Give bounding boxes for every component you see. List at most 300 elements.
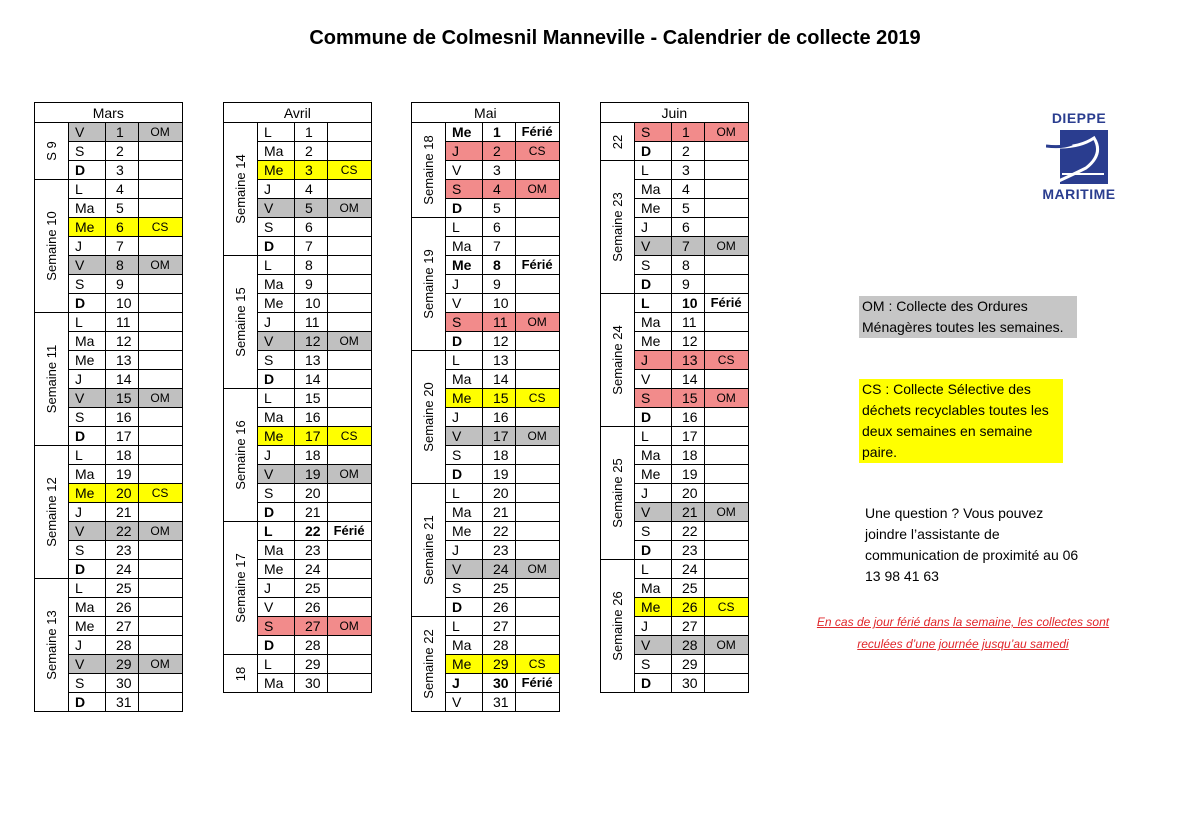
- day-number: 16: [483, 408, 516, 427]
- weekday: Me: [69, 617, 106, 636]
- week-label: [601, 123, 635, 161]
- weekday: D: [69, 294, 106, 313]
- weekday: J: [446, 674, 483, 693]
- collection-note: [138, 180, 182, 199]
- weekday: L: [446, 351, 483, 370]
- collection-note: [138, 199, 182, 218]
- day-number: 1: [106, 123, 139, 142]
- weekday: Me: [69, 218, 106, 237]
- week-label: [601, 161, 635, 294]
- weekday: J: [258, 313, 295, 332]
- collection-note: [138, 161, 182, 180]
- week-label-text: Semaine 10: [43, 211, 59, 281]
- weekday: V: [258, 465, 295, 484]
- collection-note: [327, 142, 371, 161]
- collection-note: [327, 636, 371, 655]
- day-number: 25: [672, 579, 705, 598]
- day-number: 22: [483, 522, 516, 541]
- day-number: 7: [483, 237, 516, 256]
- collection-note: CS: [327, 161, 371, 180]
- weekday: Ma: [69, 598, 106, 617]
- calendar-table: [411, 102, 560, 712]
- day-row: [224, 522, 372, 541]
- collection-note: [138, 674, 182, 693]
- calendar-table: [223, 102, 372, 693]
- collection-note: [515, 579, 559, 598]
- weekday: L: [258, 655, 295, 674]
- day-number: 1: [295, 123, 328, 142]
- week-label-text: Semaine 16: [232, 420, 248, 490]
- day-number: 2: [483, 142, 516, 161]
- day-number: 31: [483, 693, 516, 712]
- collection-note: OM: [515, 560, 559, 579]
- month-mai: [411, 102, 560, 712]
- weekday: V: [635, 237, 672, 256]
- weekday: V: [69, 655, 106, 674]
- day-number: 3: [106, 161, 139, 180]
- weekday: S: [258, 351, 295, 370]
- collection-note: [138, 427, 182, 446]
- weekday: Ma: [258, 142, 295, 161]
- weekday: J: [258, 180, 295, 199]
- weekday: V: [446, 294, 483, 313]
- weekday: L: [258, 256, 295, 275]
- day-number: 19: [106, 465, 139, 484]
- collection-note: OM: [515, 180, 559, 199]
- logo-top-text: DIEPPE: [1051, 110, 1107, 126]
- weekday: V: [635, 503, 672, 522]
- weekday: S: [69, 275, 106, 294]
- day-number: 8: [483, 256, 516, 275]
- day-number: 28: [672, 636, 705, 655]
- weekday: S: [258, 617, 295, 636]
- day-number: 11: [106, 313, 139, 332]
- day-row: [224, 256, 372, 275]
- week-label: [35, 446, 69, 579]
- weekday: Me: [446, 522, 483, 541]
- day-number: 1: [483, 123, 516, 142]
- collection-note: [515, 408, 559, 427]
- day-number: 6: [483, 218, 516, 237]
- day-number: 20: [672, 484, 705, 503]
- collection-note: [327, 256, 371, 275]
- week-label: [412, 218, 446, 351]
- month-header: Mars: [35, 103, 183, 123]
- day-row: [601, 560, 749, 579]
- day-number: 4: [672, 180, 705, 199]
- collection-note: [138, 351, 182, 370]
- collection-note: OM: [138, 655, 182, 674]
- collection-note: CS: [138, 484, 182, 503]
- weekday: Ma: [446, 503, 483, 522]
- day-number: 19: [483, 465, 516, 484]
- day-number: 18: [295, 446, 328, 465]
- day-number: 25: [295, 579, 328, 598]
- collection-note: [515, 693, 559, 712]
- collection-note: [515, 237, 559, 256]
- page-title: Commune de Colmesnil Manneville - Calendrier de collecte 2019: [309, 27, 921, 49]
- day-number: 2: [106, 142, 139, 161]
- collection-note: [327, 484, 371, 503]
- weekday: D: [635, 674, 672, 693]
- collection-note: OM: [515, 313, 559, 332]
- weekday: Ma: [635, 313, 672, 332]
- collection-note: CS: [515, 389, 559, 408]
- day-row: [35, 313, 183, 332]
- collection-note: CS: [515, 655, 559, 674]
- weekday: V: [446, 161, 483, 180]
- day-number: 17: [672, 427, 705, 446]
- weekday: Ma: [69, 332, 106, 351]
- day-number: 12: [483, 332, 516, 351]
- logo-emblem-icon: [1046, 128, 1112, 186]
- weekday: S: [446, 579, 483, 598]
- collection-note: [704, 617, 748, 636]
- collection-note: [138, 237, 182, 256]
- day-number: 29: [672, 655, 705, 674]
- weekday: D: [446, 199, 483, 218]
- day-number: 6: [672, 218, 705, 237]
- weekday: L: [635, 161, 672, 180]
- day-number: 27: [295, 617, 328, 636]
- day-number: 20: [483, 484, 516, 503]
- weekday: Me: [258, 560, 295, 579]
- collection-note: [704, 370, 748, 389]
- collection-note: [515, 294, 559, 313]
- weekday: L: [258, 522, 295, 541]
- collection-note: [138, 560, 182, 579]
- day-number: 3: [483, 161, 516, 180]
- day-number: 25: [483, 579, 516, 598]
- day-number: 5: [672, 199, 705, 218]
- week-label: [35, 123, 69, 180]
- calendar-table: [34, 102, 183, 712]
- day-number: 18: [483, 446, 516, 465]
- collection-note: [704, 332, 748, 351]
- day-number: 2: [295, 142, 328, 161]
- day-number: 25: [106, 579, 139, 598]
- weekday: L: [446, 484, 483, 503]
- weekday: L: [69, 180, 106, 199]
- weekday: S: [69, 674, 106, 693]
- collection-note: [138, 332, 182, 351]
- collection-note: [327, 503, 371, 522]
- day-row: [224, 123, 372, 142]
- day-number: 18: [106, 446, 139, 465]
- collection-note: [138, 541, 182, 560]
- weekday: S: [446, 313, 483, 332]
- weekday: S: [635, 655, 672, 674]
- day-number: 14: [483, 370, 516, 389]
- dieppe-maritime-logo: [1040, 106, 1118, 204]
- day-number: 5: [483, 199, 516, 218]
- collection-note: [327, 313, 371, 332]
- weekday: Me: [69, 351, 106, 370]
- weekday: D: [69, 693, 106, 712]
- day-number: 17: [483, 427, 516, 446]
- collection-note: [704, 465, 748, 484]
- weekday: Ma: [69, 465, 106, 484]
- collection-note: [327, 237, 371, 256]
- collection-note: [327, 598, 371, 617]
- day-number: 9: [483, 275, 516, 294]
- week-label-text: Semaine 26: [609, 591, 625, 661]
- day-number: 27: [672, 617, 705, 636]
- collection-note: [515, 218, 559, 237]
- collection-note: [515, 522, 559, 541]
- day-number: 30: [672, 674, 705, 693]
- collection-note: [704, 180, 748, 199]
- week-label-text: Semaine 15: [232, 287, 248, 357]
- day-number: 10: [106, 294, 139, 313]
- day-number: 29: [483, 655, 516, 674]
- weekday: S: [258, 484, 295, 503]
- day-row: [412, 351, 560, 370]
- holiday-notice: En cas de jour férié dans la semaine, les collectes sont reculées d’une journée jusqu’au samedi: [816, 615, 1110, 651]
- collection-note: [515, 541, 559, 560]
- weekday: Me: [635, 465, 672, 484]
- collection-note: OM: [704, 636, 748, 655]
- day-number: 13: [672, 351, 705, 370]
- collection-note: [138, 579, 182, 598]
- weekday: S: [446, 446, 483, 465]
- weekday: J: [69, 636, 106, 655]
- weekday: J: [446, 541, 483, 560]
- collection-note: Férié: [515, 674, 559, 693]
- weekday: S: [69, 142, 106, 161]
- day-row: [224, 389, 372, 408]
- logo-bottom-text: MARITIME: [1042, 186, 1116, 202]
- weekday: D: [635, 541, 672, 560]
- week-label-text: Semaine 12: [43, 477, 59, 547]
- week-label-text: Semaine 19: [420, 249, 436, 319]
- collection-note: [327, 218, 371, 237]
- day-number: 24: [106, 560, 139, 579]
- collection-note: [704, 560, 748, 579]
- collection-note: [704, 446, 748, 465]
- collection-note: [138, 370, 182, 389]
- month-avril: [223, 102, 372, 693]
- day-number: 31: [106, 693, 139, 712]
- weekday: J: [446, 275, 483, 294]
- month-juin: [600, 102, 749, 693]
- weekday: J: [635, 484, 672, 503]
- collection-note: [327, 446, 371, 465]
- weekday: Me: [635, 598, 672, 617]
- collection-note: [704, 541, 748, 560]
- weekday: Me: [446, 389, 483, 408]
- day-number: 19: [672, 465, 705, 484]
- collection-note: [138, 408, 182, 427]
- weekday: L: [446, 617, 483, 636]
- calendar-table: [600, 102, 749, 693]
- day-number: 7: [672, 237, 705, 256]
- day-number: 12: [295, 332, 328, 351]
- week-label: [412, 617, 446, 712]
- day-number: 21: [672, 503, 705, 522]
- collection-note: [327, 389, 371, 408]
- collection-note: CS: [704, 598, 748, 617]
- week-label-text: 22: [609, 134, 625, 149]
- collection-note: [515, 465, 559, 484]
- week-label-text: Semaine 20: [420, 382, 436, 452]
- collection-note: OM: [704, 389, 748, 408]
- day-number: 26: [483, 598, 516, 617]
- day-row: [35, 446, 183, 465]
- collection-note: [704, 218, 748, 237]
- week-label: [601, 427, 635, 560]
- collection-note: [515, 161, 559, 180]
- day-number: 11: [295, 313, 328, 332]
- weekday: Me: [258, 294, 295, 313]
- weekday: J: [258, 579, 295, 598]
- collection-note: [515, 332, 559, 351]
- day-number: 19: [295, 465, 328, 484]
- weekday: D: [69, 161, 106, 180]
- day-number: 11: [672, 313, 705, 332]
- collection-note: [704, 313, 748, 332]
- week-label-text: Semaine 24: [609, 325, 625, 395]
- weekday: Ma: [635, 579, 672, 598]
- day-number: 4: [295, 180, 328, 199]
- weekday: Ma: [69, 199, 106, 218]
- weekday: Me: [635, 199, 672, 218]
- weekday: L: [635, 560, 672, 579]
- weekday: D: [258, 636, 295, 655]
- collection-note: [704, 427, 748, 446]
- week-label: [224, 522, 258, 655]
- weekday: J: [446, 408, 483, 427]
- collection-note: CS: [138, 218, 182, 237]
- day-number: 14: [295, 370, 328, 389]
- weekday: L: [635, 427, 672, 446]
- weekday: V: [258, 332, 295, 351]
- collection-note: [138, 693, 182, 712]
- weekday: V: [69, 389, 106, 408]
- week-label: [224, 655, 258, 693]
- day-number: 20: [106, 484, 139, 503]
- collection-note: [327, 408, 371, 427]
- week-label-text: 18: [232, 666, 248, 681]
- collection-note: [327, 123, 371, 142]
- week-label: [601, 294, 635, 427]
- collection-note: [515, 351, 559, 370]
- day-number: 13: [106, 351, 139, 370]
- day-row: [412, 218, 560, 237]
- collection-note: [327, 674, 371, 693]
- week-label-text: Semaine 14: [232, 154, 248, 224]
- collection-note: [327, 294, 371, 313]
- week-label-text: Semaine 23: [609, 192, 625, 262]
- legend-om: OM : Collecte des Ordures Ménagères toutes les semaines.: [859, 296, 1077, 338]
- day-number: 3: [295, 161, 328, 180]
- weekday: V: [258, 199, 295, 218]
- weekday: D: [446, 598, 483, 617]
- day-number: 1: [672, 123, 705, 142]
- collection-note: [138, 503, 182, 522]
- month-header: Mai: [412, 103, 560, 123]
- collection-note: [515, 275, 559, 294]
- day-number: 28: [483, 636, 516, 655]
- weekday: D: [69, 427, 106, 446]
- collection-note: [327, 275, 371, 294]
- collection-note: [327, 370, 371, 389]
- weekday: Me: [446, 256, 483, 275]
- day-number: 14: [672, 370, 705, 389]
- collection-note: CS: [327, 427, 371, 446]
- day-row: [601, 161, 749, 180]
- day-number: 21: [483, 503, 516, 522]
- collection-note: [138, 275, 182, 294]
- weekday: L: [69, 446, 106, 465]
- day-row: [224, 655, 372, 674]
- weekday: J: [69, 237, 106, 256]
- weekday: J: [258, 446, 295, 465]
- weekday: D: [635, 408, 672, 427]
- weekday: Ma: [258, 674, 295, 693]
- day-row: [601, 123, 749, 142]
- day-row: [35, 579, 183, 598]
- collection-note: OM: [138, 522, 182, 541]
- day-number: 11: [483, 313, 516, 332]
- weekday: J: [635, 218, 672, 237]
- week-label-text: Semaine 25: [609, 458, 625, 528]
- contact-info: Une question ? Vous pouvez joindre l’assistante de communication de proximité au 06 13 98 41 63: [865, 505, 1079, 584]
- collection-note: OM: [138, 389, 182, 408]
- weekday: V: [446, 693, 483, 712]
- collection-note: [327, 541, 371, 560]
- day-number: 21: [106, 503, 139, 522]
- weekday: V: [635, 370, 672, 389]
- weekday: V: [69, 256, 106, 275]
- day-number: 30: [295, 674, 328, 693]
- day-number: 26: [672, 598, 705, 617]
- day-number: 8: [106, 256, 139, 275]
- collection-note: [704, 161, 748, 180]
- day-number: 30: [483, 674, 516, 693]
- collection-note: OM: [138, 256, 182, 275]
- day-number: 24: [483, 560, 516, 579]
- day-number: 3: [672, 161, 705, 180]
- weekday: V: [69, 123, 106, 142]
- day-number: 7: [106, 237, 139, 256]
- collection-note: [515, 484, 559, 503]
- day-number: 9: [295, 275, 328, 294]
- weekday: Me: [69, 484, 106, 503]
- collection-note: Férié: [515, 256, 559, 275]
- weekday: S: [635, 522, 672, 541]
- collection-note: [138, 617, 182, 636]
- weekday: V: [69, 522, 106, 541]
- weekday: L: [69, 313, 106, 332]
- week-label: [224, 389, 258, 522]
- day-number: 23: [295, 541, 328, 560]
- weekday: Ma: [258, 408, 295, 427]
- collection-note: [515, 199, 559, 218]
- day-number: 29: [295, 655, 328, 674]
- day-number: 20: [295, 484, 328, 503]
- day-number: 6: [106, 218, 139, 237]
- collection-note: [138, 598, 182, 617]
- weekday: D: [635, 142, 672, 161]
- day-row: [35, 123, 183, 142]
- collection-note: [704, 579, 748, 598]
- day-number: 10: [295, 294, 328, 313]
- legend-cs: CS : Collecte Sélective des déchets recyclables toutes les deux semaines en semaine paire.: [859, 379, 1063, 463]
- collection-note: CS: [704, 351, 748, 370]
- collection-note: [515, 446, 559, 465]
- collection-note: CS: [515, 142, 559, 161]
